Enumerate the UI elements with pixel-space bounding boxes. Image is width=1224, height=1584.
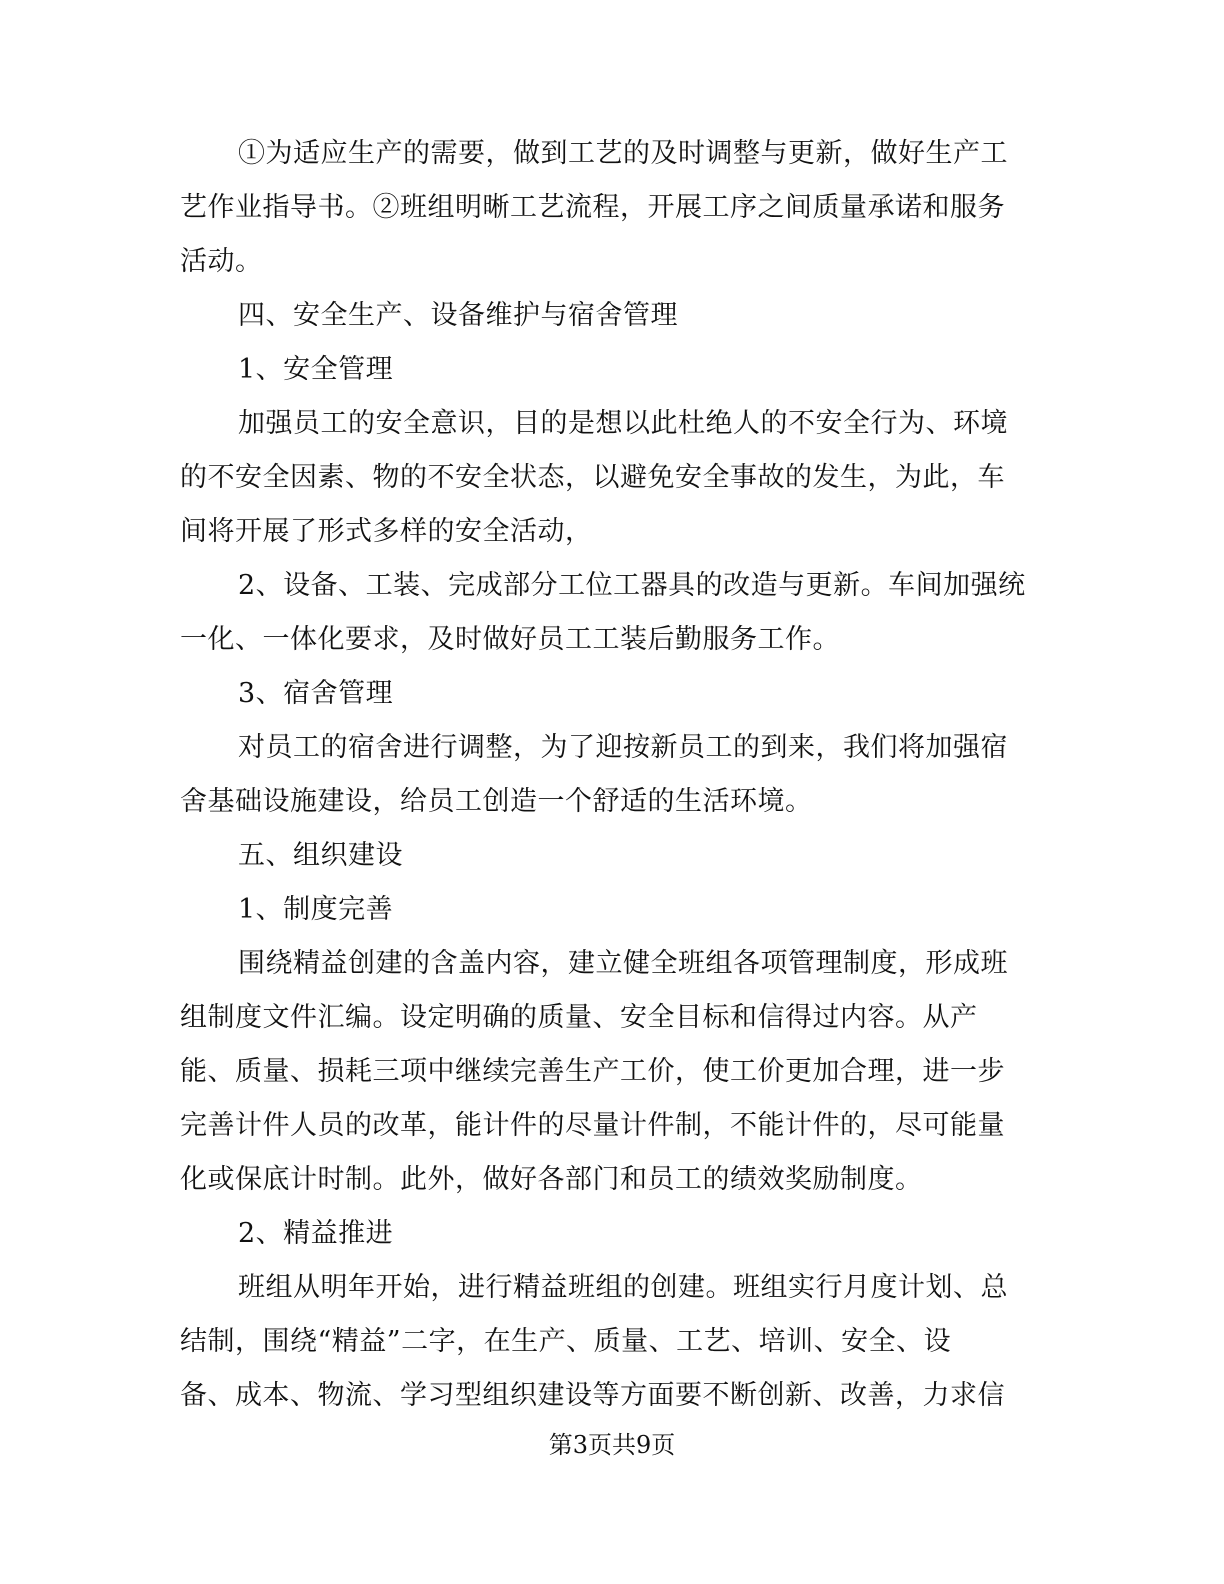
text-line: 围绕精益创建的含盖内容，建立健全班组各项管理制度，形成班: [238, 948, 1008, 979]
text-line: 五、组织建设: [238, 840, 403, 871]
document-body: [180, 127, 1050, 1423]
text-line: 活动。: [180, 246, 263, 277]
text-line: 一化、一体化要求，及时做好员工工装后勤服务工作。: [180, 624, 840, 655]
text-line: 艺作业指导书。②班组明晰工艺流程，开展工序之间质量承诺和服务: [180, 192, 1005, 223]
page-number: 第3页共9页: [548, 1431, 676, 1459]
text-line: 1、制度完善: [238, 894, 394, 925]
text-line: 1、安全管理: [238, 354, 394, 385]
text-line: 2、精益推进: [238, 1218, 394, 1249]
text-line: 间将开展了形式多样的安全活动，: [180, 516, 593, 547]
text-line: 能、质量、损耗三项中继续完善生产工价，使工价更加合理，进一步: [180, 1056, 1005, 1087]
text-line: 加强员工的安全意识，目的是想以此杜绝人的不安全行为、环境: [238, 408, 1008, 439]
text-line: 对员工的宿舍进行调整，为了迎按新员工的到来，我们将加强宿: [238, 732, 1008, 763]
text-line: 备、成本、物流、学习型组织建设等方面要不断创新、改善，力求信: [180, 1380, 1005, 1411]
text-line: 班组从明年开始，进行精益班组的创建。班组实行月度计划、总: [238, 1272, 1008, 1303]
text-line: 2、设备、工装、完成部分工位工器具的改造与更新。车间加强统: [238, 570, 1026, 601]
text-line: 的不安全因素、物的不安全状态，以避免安全事故的发生，为此，车: [180, 462, 1005, 493]
text-line: 舍基础设施建设，给员工创造一个舒适的生活环境。: [180, 786, 813, 817]
text-line: 四、安全生产、设备维护与宿舍管理: [238, 300, 678, 331]
text-line: 完善计件人员的改革，能计件的尽量计件制，不能计件的，尽可能量: [180, 1110, 1005, 1141]
text-line: 结制，围绕“精益”二字，在生产、质量、工艺、培训、安全、设: [180, 1326, 952, 1357]
text-line: 组制度文件汇编。设定明确的质量、安全目标和信得过内容。从产: [180, 1002, 978, 1033]
text-line: 化或保底计时制。此外，做好各部门和员工的绩效奖励制度。: [180, 1164, 923, 1195]
text-line: ①为适应生产的需要，做到工艺的及时调整与更新，做好生产工: [238, 138, 1008, 169]
text-line: 3、宿舍管理: [238, 678, 394, 709]
